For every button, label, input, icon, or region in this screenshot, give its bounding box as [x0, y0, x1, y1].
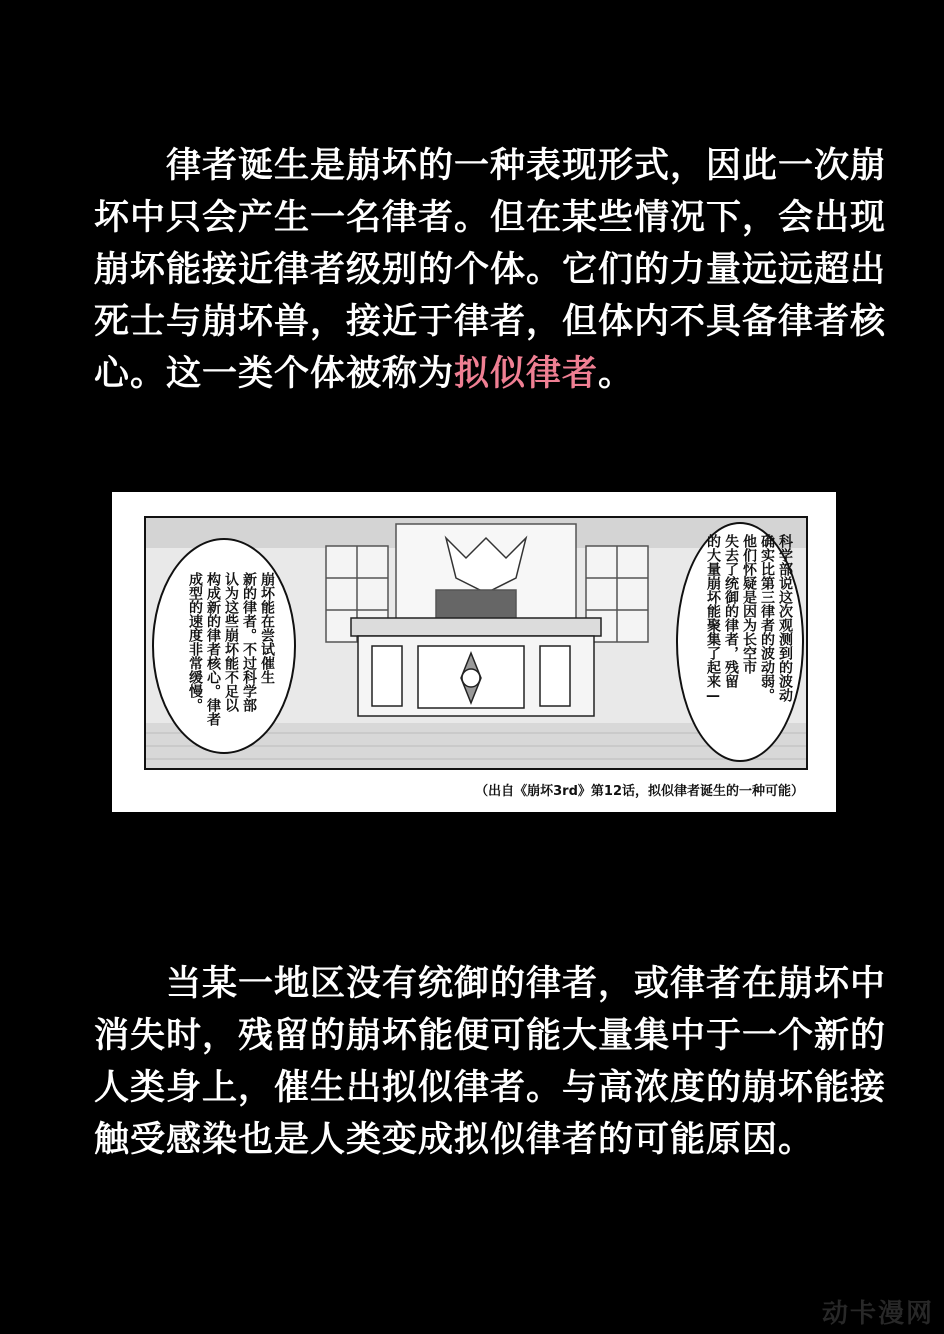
manga-panel-card: [112, 492, 836, 812]
text-segment: 。: [598, 354, 635, 394]
speech-line: 成型的速度非常缓慢。: [187, 572, 203, 712]
speech-line: 他们怀疑是因为长空市: [741, 534, 757, 674]
highlighted-term: 拟似律者: [454, 354, 599, 394]
speech-line: 新的律者。不过科学部: [241, 572, 257, 712]
text-line: 触受感染也是人类变成拟似律者的可能原因。: [94, 1120, 815, 1160]
speech-line: 构成新的律者核心。律者: [205, 572, 221, 726]
text-line: 消失时，残留的崩坏能便可能大量集中于一个新的: [94, 1016, 887, 1056]
speech-line: 科学部说这次观测到的波动: [777, 534, 793, 702]
manga-panel-illustration: [144, 516, 808, 770]
text-line: 人类身上，催生出拟似律者。与高浓度的崩坏能接: [94, 1068, 887, 1108]
speech-line: 确实比第三律者的波动弱。: [759, 534, 775, 702]
text-line: 律者诞生是崩坏的一种表现形式，因此一次崩: [94, 146, 887, 186]
speech-line: 失去了统御的律者，残留: [723, 534, 739, 688]
text-line: 死士与崩坏兽，接近于律者，但体内不具备律者核: [94, 302, 887, 342]
intro-paragraph: [94, 140, 887, 400]
site-watermark: 动卡漫网: [821, 1299, 934, 1329]
speech-line: 认为这些崩坏能不足以: [223, 572, 239, 712]
speech-bubble-left: [152, 538, 296, 754]
speech-line: 崩坏能在尝试催生: [259, 572, 275, 684]
second-paragraph: [94, 958, 887, 1166]
text-line: 当某一地区没有统御的律者，或律者在崩坏中: [94, 964, 887, 1004]
text-segment: 心。这一类个体被称为: [94, 354, 455, 394]
text-line-last: [94, 348, 854, 400]
speech-line: 的大量崩坏能聚集了起来—: [705, 534, 721, 704]
speech-text-left: [176, 572, 276, 732]
panel-caption: （出自《崩坏3rd》第12话，拟似律者诞生的一种可能）: [475, 784, 804, 799]
text-line: 坏中只会产生一名律者。但在某些情况下，会出现: [94, 198, 887, 238]
speech-text-right: [690, 534, 794, 754]
text-line: 崩坏能接近律者级别的个体。它们的力量远远超出: [94, 250, 887, 290]
speech-bubble-right: [676, 522, 804, 762]
